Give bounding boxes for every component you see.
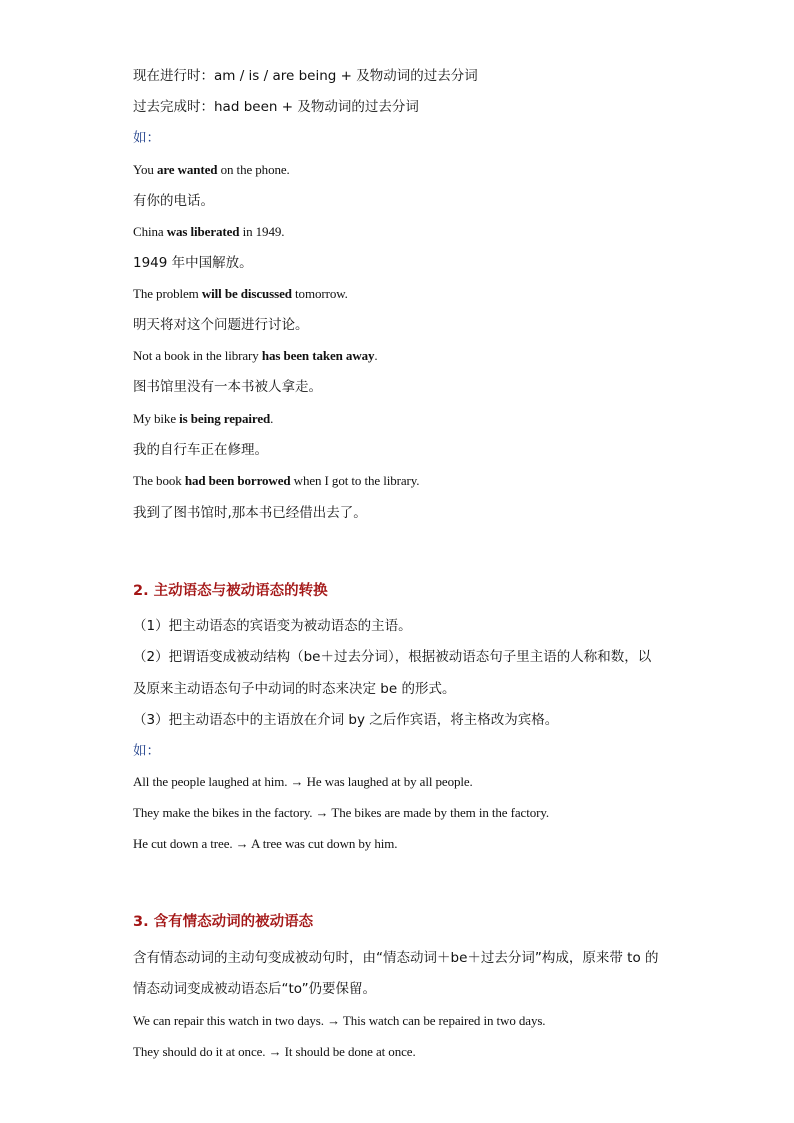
- example-text: The book: [133, 473, 185, 488]
- section-3-text-cont: 情态动词变成被动语态后“to”仍要保留。: [133, 981, 377, 997]
- conversion-example: All the people laughed at him. → He was laughed at by all people.: [133, 774, 473, 789]
- example-translation: 1949 年中国解放。: [133, 255, 253, 271]
- past-perfect-rule: 过去完成时：had been + 及物动词的过去分词: [133, 99, 419, 115]
- example-text: China: [133, 224, 167, 239]
- example-text: My bike: [133, 411, 180, 426]
- section-2-rule-3: （3）把主动语态中的主语放在介词 by 之后作宾语，将主格改为宾格。: [133, 712, 559, 728]
- example-sentence: [133, 161, 290, 179]
- example-bold-verb: has been taken away: [261, 348, 375, 363]
- example-text: Not a book in the library: [133, 348, 262, 363]
- example-translation: 图书馆里没有一本书被人拿走。: [133, 379, 322, 395]
- section-2-rule-2: （2）把谓语变成被动结构（be＋过去分词），根据被动语态句子里主语的人称和数，以: [133, 649, 652, 665]
- section-3-heading: 3. 含有情态动词的被动语态: [133, 914, 314, 930]
- example-translation: 明天将对这个问题进行讨论。: [133, 317, 309, 333]
- example-translation: 我的自行车正在修理。: [133, 442, 268, 458]
- example-text: .: [270, 411, 274, 426]
- conversion-example: They make the bikes in the factory. → The bikes are made by them in the factory.: [133, 805, 550, 820]
- example-sentence: [133, 410, 273, 428]
- example-translation: 有你的电话。: [133, 193, 214, 209]
- section-3-text: 含有情态动词的主动句变成被动句时，由“情态动词＋be＋过去分词”构成，原来带 to 的: [133, 950, 659, 966]
- present-continuous-rule: 现在进行时：am / is / are being + 及物动词的过去分词: [133, 68, 478, 84]
- example-text: in 1949.: [239, 224, 285, 239]
- modal-example: We can repair this watch in two days. → This watch can be repaired in two days.: [133, 1013, 546, 1028]
- example-bold-verb: is being repaired: [179, 411, 271, 426]
- example-text: when I got to the library.: [290, 473, 420, 488]
- example-text: on the phone.: [217, 162, 290, 177]
- conversion-example: He cut down a tree. → A tree was cut down by him.: [133, 836, 398, 851]
- section-2-rule-2-cont: 及原来主动语态句子中动词的时态来决定 be 的形式。: [133, 681, 456, 697]
- section-2-heading: 2. 主动语态与被动语态的转换: [133, 583, 328, 599]
- example-sentence: [133, 285, 348, 303]
- example-text: The problem: [133, 286, 202, 301]
- example-sentence: [133, 223, 284, 241]
- example-text: You: [133, 162, 157, 177]
- examples-label: 如：: [133, 743, 160, 759]
- example-sentence: [133, 347, 378, 365]
- example-bold-verb: had been borrowed: [184, 473, 291, 488]
- example-bold-verb: will be discussed: [201, 286, 292, 301]
- example-bold-verb: are wanted: [156, 162, 218, 177]
- section-2-rule-1: （1）把主动语态的宾语变为被动语态的主语。: [133, 618, 412, 634]
- examples-label: 如：: [133, 130, 160, 146]
- example-bold-verb: was liberated: [166, 224, 240, 239]
- example-sentence: [133, 472, 419, 490]
- example-text: .: [374, 348, 378, 363]
- example-translation: 我到了图书馆时,那本书已经借出去了。: [133, 505, 367, 521]
- example-text: tomorrow.: [291, 286, 348, 301]
- modal-example: They should do it at once. → It should be done at once.: [133, 1044, 416, 1059]
